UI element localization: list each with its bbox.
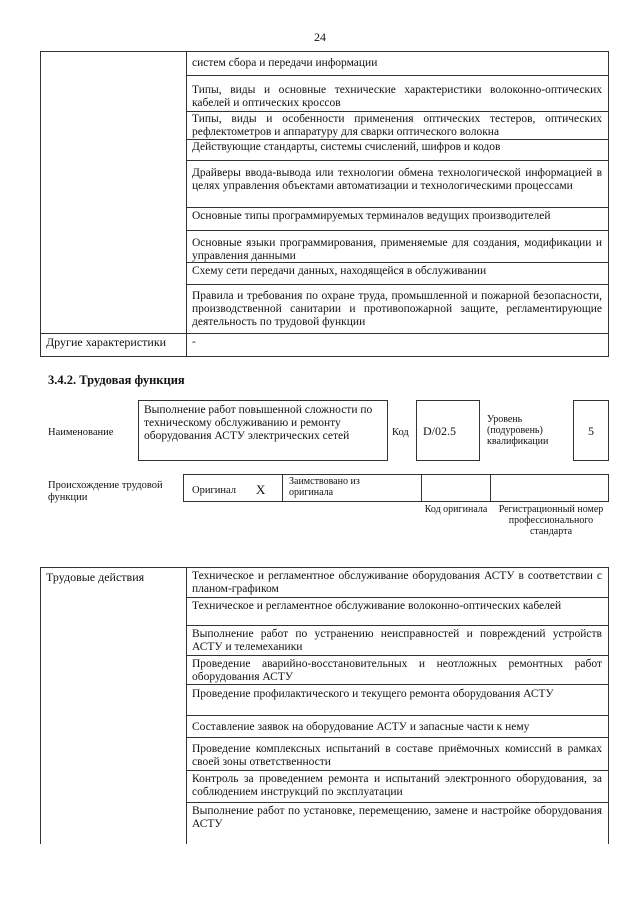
row-divider: [186, 597, 609, 598]
other-characteristics-label: Другие характеристики: [46, 335, 167, 349]
row-divider: [186, 284, 609, 285]
origin-divider: [421, 474, 422, 502]
table-row: Основные языки программирования, применяемые для создания, модификации и управления данными: [192, 237, 602, 262]
table-line: [608, 51, 609, 357]
code-label: Код: [392, 427, 409, 438]
table-row: Выполнение работ по устранению неисправностей и повреждений устройств АСТУ и телемеханики: [192, 628, 602, 653]
table-line: [40, 567, 41, 844]
table-line: [186, 51, 187, 357]
row-divider: [186, 75, 609, 76]
table-row: Действующие стандарты, системы счислений, шифров и кодов: [192, 141, 501, 153]
name-label: Наименование: [48, 427, 114, 438]
table-row: Проведение аварийно-восстановительных и неотложных ремонтных работ оборудования АСТУ: [192, 658, 602, 683]
original-label: Оригинал: [192, 485, 236, 496]
table-row: Типы, виды и особенности применения оптических тестеров, оптических рефлектометров и аппаратуру для сварки оптического волокна: [192, 113, 602, 138]
borrowed-label: Заимствовано из оригинала: [289, 476, 360, 498]
page-number: 24: [314, 30, 326, 44]
table-row: Схему сети передачи данных, находящейся в обслуживании: [192, 265, 487, 277]
row-divider: [186, 684, 609, 685]
name-value: Выполнение работ повышенной сложности по техническому обслуживанию и ремонту оборудования АСТУ электрических сетей: [144, 404, 373, 442]
table-row: Выполнение работ по установке, перемещению, замене и настройке оборудования АСТУ: [192, 805, 602, 830]
row-divider: [186, 139, 609, 140]
row-divider: [40, 333, 609, 334]
table-line: [40, 567, 609, 568]
actions-label: Трудовые действия: [46, 570, 145, 584]
row-divider: [186, 230, 609, 231]
row-divider: [186, 715, 609, 716]
table-row: Техническое и регламентное обслуживание волоконно-оптических кабелей: [192, 600, 562, 612]
table-row: Правила и требования по охране труда, промышленной и пожарной безопасности, производственной санитарии и противопожарной защите, регламентирующие деятельность по трудовой функции: [192, 290, 602, 328]
reg-number-label: Регистрационный номер профессионального стандарта: [498, 504, 604, 537]
row-divider: [186, 625, 609, 626]
level-value-box: [573, 400, 609, 461]
other-characteristics-value: -: [192, 336, 196, 348]
name-value-box: [138, 400, 388, 461]
row-divider: [186, 802, 609, 803]
table-row: Драйверы ввода-вывода или технологии обмена технологической информацией в целях управления объектами автоматизации и технологическими процессами: [192, 167, 602, 192]
row-divider: [186, 262, 609, 263]
origin-divider: [490, 474, 491, 502]
table-row: Проведение комплексных испытаний в составе приёмочных комиссий в рамках своей зоны ответственности: [192, 743, 602, 768]
origin-label: Происхождение трудовой функции: [48, 480, 163, 503]
row-divider: [186, 770, 609, 771]
original-mark: X: [256, 482, 266, 497]
table-line: [40, 51, 41, 357]
table-row: Типы, виды и основные технические характеристики волоконно-оптических кабелей и оптических кроссов: [192, 84, 602, 109]
origin-divider: [282, 474, 283, 502]
row-divider: [186, 111, 609, 112]
table-line: [40, 51, 609, 52]
level-value: 5: [588, 424, 594, 438]
table-row: Основные типы программируемых терминалов ведущих производителей: [192, 210, 551, 222]
table-row: Техническое и регламентное обслуживание оборудования АСТУ в соответствии с планом-графиком: [192, 570, 602, 595]
code-original-label: Код оригинала: [424, 504, 488, 515]
table-row: систем сбора и передачи информации: [192, 57, 378, 69]
section-title: 3.4.2. Трудовая функция: [48, 373, 185, 387]
code-value: D/02.5: [423, 424, 456, 438]
table-row: Составление заявок на оборудование АСТУ и запасные части к нему: [192, 721, 530, 733]
table-row: Проведение профилактического и текущего ремонта оборудования АСТУ: [192, 688, 554, 700]
row-divider: [186, 655, 609, 656]
row-divider: [186, 207, 609, 208]
row-divider: [186, 737, 609, 738]
code-value-box: [416, 400, 480, 461]
table-row: Контроль за проведением ремонта и испытаний электронного оборудования, за соблюдением инструкций по эксплуатации: [192, 773, 602, 798]
row-divider: [186, 160, 609, 161]
row-divider: [40, 356, 609, 357]
level-label: Уровень (подуровень) квалификации: [487, 414, 549, 447]
